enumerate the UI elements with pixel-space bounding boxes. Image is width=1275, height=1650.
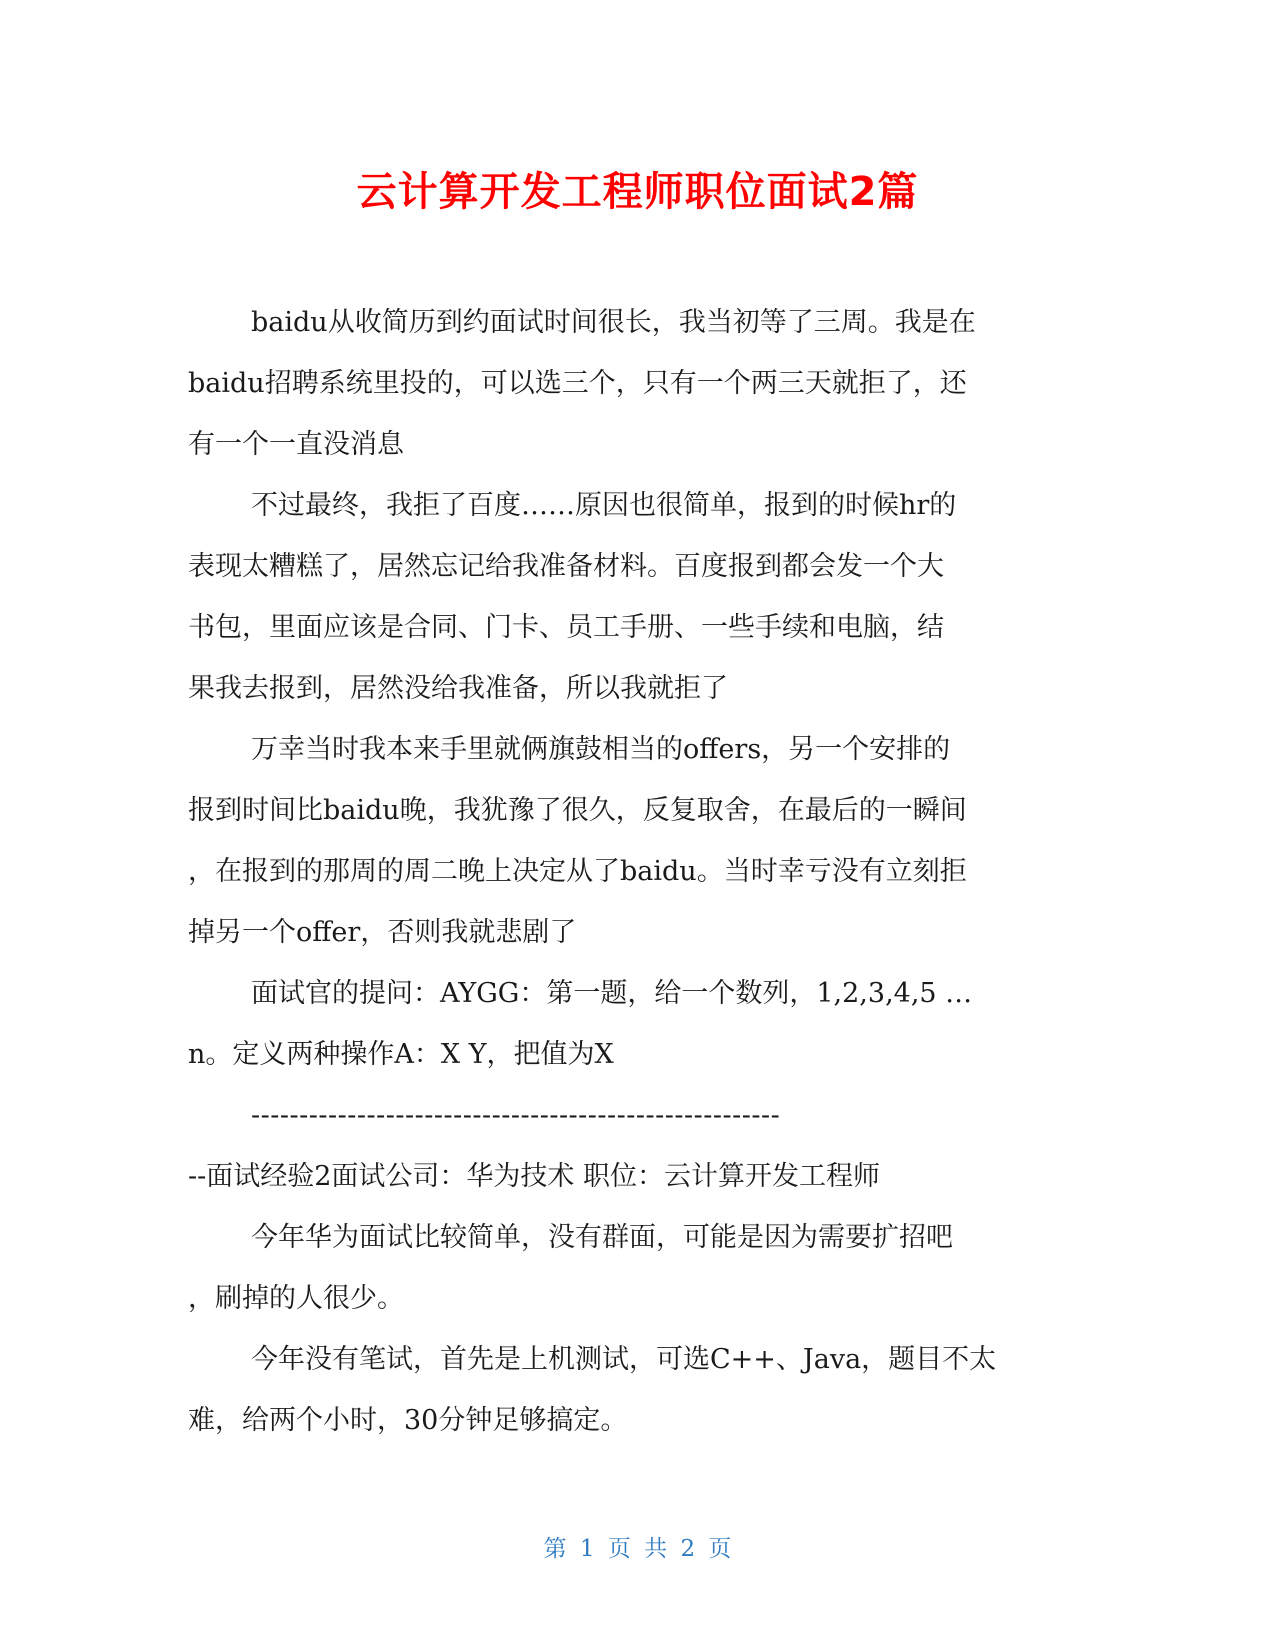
paragraph-line: ，刷掉的人很少。 [188, 1283, 404, 1314]
paragraph-line: n。定义两种操作A：X Y，把值为X [188, 1039, 614, 1070]
paragraph-line: baidu招聘系统里投的，可以选三个，只有一个两三天就拒了，还 [188, 368, 967, 399]
document-title: 云计算开发工程师职位面试2篇 [356, 169, 919, 215]
page-number-footer: 第 1 页 共 2 页 [543, 1536, 732, 1562]
document-body [188, 292, 1084, 1451]
paragraph-line: 难，给两个小时，30分钟足够搞定。 [188, 1405, 628, 1436]
paragraph-line: --面试经验2面试公司：华为技术 职位：云计算开发工程师 [188, 1161, 881, 1192]
paragraph-line: 有一个一直没消息 [188, 429, 404, 460]
paragraph-line: 掉另一个offer，否则我就悲剧了 [188, 917, 577, 948]
paragraph-line: baidu从收简历到约面试时间很长，我当初等了三周。我是在 [251, 307, 976, 338]
paragraph-line: 书包，里面应该是合同、门卡、员工手册、一些手续和电脑，结 [188, 612, 944, 643]
paragraph-line: 不过最终，我拒了百度……原因也很简单，报到的时候hr的 [251, 490, 957, 521]
separator-dashes: ------------------------------------------------------- [251, 1100, 781, 1131]
paragraph-line: 面试官的提问：AYGG：第一题，给一个数列，1,2,3,4,5 … [251, 978, 973, 1009]
paragraph-line: ，在报到的那周的周二晚上决定从了baidu。当时幸亏没有立刻拒 [188, 856, 967, 887]
paragraph-line: 表现太糟糕了，居然忘记给我准备材料。百度报到都会发一个大 [188, 551, 944, 582]
paragraph-line: 报到时间比baidu晚，我犹豫了很久，反复取舍，在最后的一瞬间 [188, 795, 967, 826]
paragraph-line: 果我去报到，居然没给我准备，所以我就拒了 [188, 673, 728, 704]
paragraph-line: 今年华为面试比较简单，没有群面，可能是因为需要扩招吧 [251, 1222, 953, 1253]
paragraph-line: 今年没有笔试，首先是上机测试，可选C++、Java，题目不太 [251, 1344, 997, 1375]
paragraph-line: 万幸当时我本来手里就俩旗鼓相当的offers，另一个安排的 [251, 734, 951, 765]
